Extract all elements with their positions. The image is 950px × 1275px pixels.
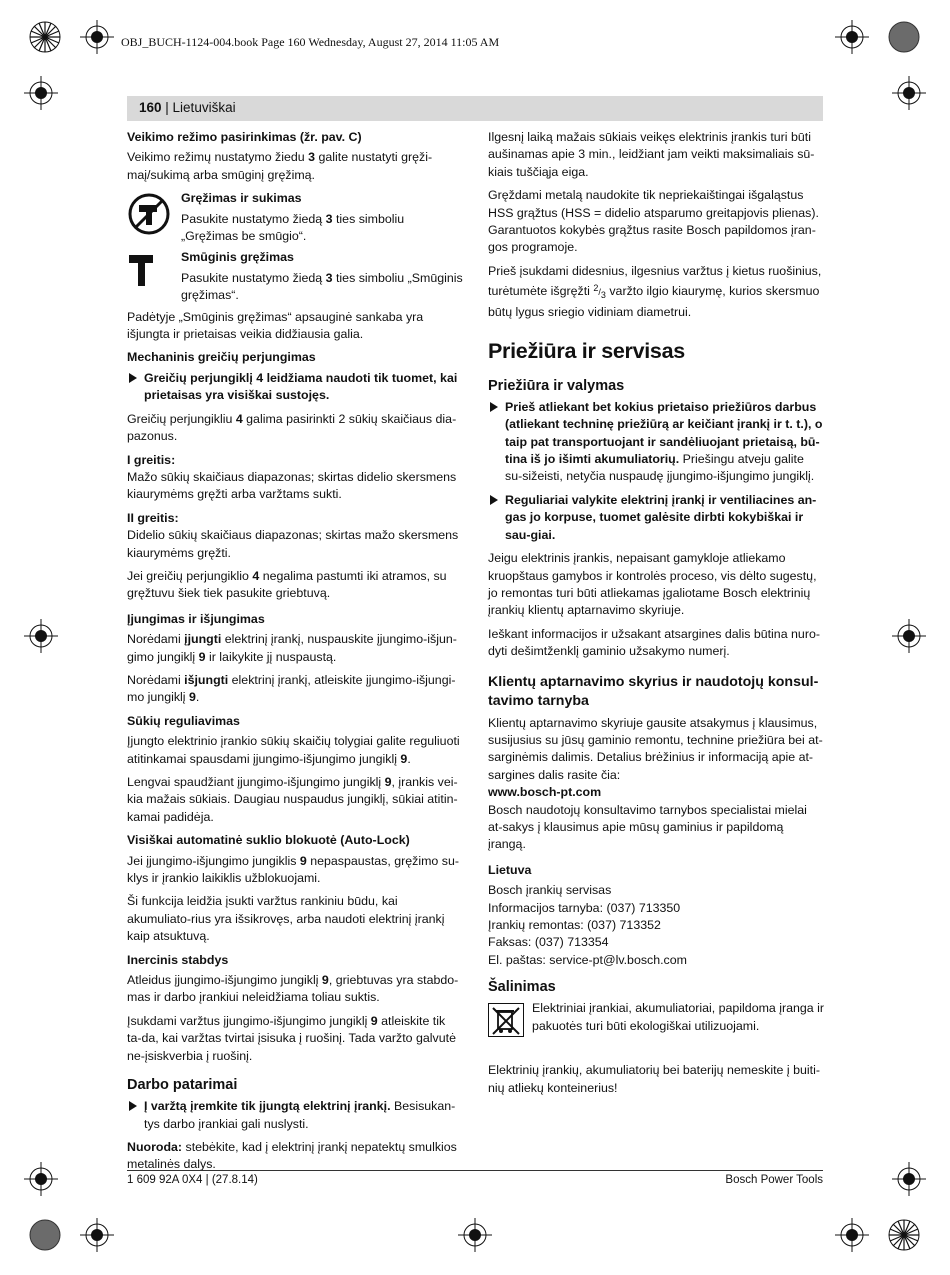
address-line: Faksas: (037) 713354	[488, 935, 609, 950]
country-heading: Lietuva	[488, 862, 532, 877]
heading-maintenance-cleaning: Priežiūra ir valymas	[488, 377, 625, 394]
paragraph: Padėtyje „Smūginis gręžimas“ apsauginė sankaba yra išjungta ir prietaisas veikia didžiausia galia.	[127, 309, 424, 342]
gear-1-title: I greitis:	[127, 452, 176, 467]
registration-mark-icon	[24, 76, 58, 110]
drill-no-impact-icon	[127, 192, 171, 241]
starburst-mark-icon	[28, 20, 62, 54]
paragraph: Jei įjungimo-išjungimo jungiklis 9 nepaspaustas, gręžimo su-klys ir įrankio laikiklis užblokuojami.	[127, 853, 459, 886]
registration-mark-icon	[835, 20, 869, 54]
footer-brand: Bosch Power Tools	[725, 1174, 823, 1186]
heading-customer-service: Klientų aptarnavimo skyrius ir naudotojų konsul-tavimo tarnyba	[488, 673, 819, 709]
mode-impact	[127, 249, 463, 304]
starburst-mark-icon	[887, 1218, 921, 1252]
paragraph: Ši funkcija leidžia įsukti varžtus rankiniu būdu, kai akumuliato-rius yra išsikrovęs, arba naudoti elektrinį įrankį kaip atsuktuvą.	[127, 894, 445, 944]
heading-maintenance-service: Priežiūra ir servisas	[488, 338, 685, 363]
paragraph: Jeigu elektrinis įrankis, nepaisant gamykloje atliekamo kruopštaus gamybos ir kontrolės proceso, vis dėlto sugestų, jo remontas turi būti atliekamas įgaliotame Bosch elektrinių įrankių klientų aptarnavimo skyriuje.	[488, 551, 817, 618]
registration-mark-icon	[80, 1218, 114, 1252]
registration-mark-icon	[24, 1162, 58, 1196]
gear-2-title: II greitis:	[127, 510, 179, 525]
paragraph: Prieš įsukdami didesnius, ilgesnius varžtus į kietus ruošinius, turėtumėte išgręžti $^2/_3$ varžto ilgio kiaurymę, kurios skersmuo būtų lygus sriegio vidiniam diametrui.	[488, 263, 822, 320]
page-number: 160	[139, 100, 162, 115]
note-paragraph: Nuoroda: stebėkite, kad į elektrinį įrankį nepatektų smulkios metalinės dalys.	[127, 1139, 457, 1172]
heading-brake: Inercinis stabdys	[127, 952, 229, 967]
crossed-bin-icon	[488, 1003, 524, 1042]
paragraph: Norėdami įjungti elektrinį įrankį, nuspauskite įjungimo-išjun-gimo jungiklį 9 ir laikykite jį nuspaustą.	[127, 632, 457, 664]
paragraph: Elektrinių įrankių, akumuliatorių bei baterijų nemeskite į buiti-nių atliekų konteinerius!	[488, 1063, 820, 1095]
registration-mark-icon	[24, 619, 58, 653]
warning-bullet: Reguliariai valykite elektrinį įrankį ir ventiliacines an-gas jo korpuse, tuomet galėsite dirbti kokybiškai ir sau-giai.	[488, 492, 824, 544]
file-slug: OBJ_BUCH-1124-004.book Page 160 Wednesday, August 27, 2014 11:05 AM	[121, 35, 500, 49]
registration-mark-icon	[892, 619, 926, 653]
gray-dot-mark-icon	[887, 20, 921, 54]
paragraph: Ieškant informacijos ir užsakant atsargines dalis būtina nuro-dyti dešimtženklį gaminio užsakymo numerį.	[488, 626, 820, 659]
heading-auto-lock: Visiškai automatinė suklio blokuotė (Auto-Lock)	[127, 833, 410, 848]
paragraph: Gręždami metalą naudokite tik nepriekaištingai išgaląstus HSS grąžtus (HSS = didelio atsparumo greitapjovis plienas). Garantuotos kokybės grąžtus rasite Bosch papildomos įran-gos programoje.	[488, 188, 819, 255]
warning-bullet: Greičių perjungiklį 4 leidžiama naudoti tik tuomet, kai prietaisas yra visiškai sustojęs.	[127, 370, 463, 405]
heading-work-tips: Darbo patarimai	[127, 1077, 238, 1094]
website-link[interactable]: www.bosch-pt.com	[488, 785, 602, 800]
page-header	[127, 96, 823, 121]
paragraph: Bosch naudotojų konsultavimo tarnybos specialistai mielai at-sakys į klausimus apie mūsų gaminius ir papildomą įrangą.	[488, 802, 807, 852]
address-line: Įrankių remontas: (037) 713352	[488, 918, 661, 933]
heading-speed-control: Sūkių reguliavimas	[127, 713, 240, 728]
disposal-text: Elektriniai įrankiai, akumuliatoriai, papildoma įranga ir pakuotės turi būti ekologiškai utilizuojami.	[532, 1001, 825, 1033]
language-label: Lietuviškai	[172, 100, 236, 115]
gear-2-text: Didelio sūkių skaičiaus diapazonas; skirtas mažo skersmens kiaurymėms gręžti.	[127, 528, 459, 560]
address-line: Informacijos tarnyba: (037) 713350	[488, 900, 681, 915]
disposal-notice	[488, 1000, 824, 1040]
hammer-icon	[127, 253, 157, 294]
page-number-language: 160 | Lietuviškai	[139, 100, 236, 115]
mode-impact-text: Pasukite nustatymo žiedą 3 ties simboliu „Smūginis gręžimas“.	[181, 270, 463, 303]
mode-drilling	[127, 190, 463, 245]
heading-on-off: Įjungimas ir išjungimas	[127, 611, 265, 626]
email-line: El. paštas: service-pt@lv.bosch.com	[488, 952, 687, 967]
mode-drilling-title: Gręžimas ir sukimas	[181, 191, 302, 206]
paragraph: Greičių perjungikliu 4 galima pasirinkti 2 sūkių skaičiaus dia-pazonus.	[127, 411, 457, 444]
warning-bullet: Prieš atliekant bet kokius prietaiso priežiūros darbus (atliekant techninę priežiūrą ar keičiant įrankį ir t. t.), o taip pat transportuojant ir sandėliuojant prietaisą, bū-tina iš jo išimti akumuliatorių. Priešingu atveju galite su-sižeisti, netyčia nuspaudę įjungimo-išjungimo jungiklį.	[488, 399, 824, 486]
registration-mark-icon	[458, 1218, 492, 1252]
registration-mark-icon	[80, 20, 114, 54]
registration-mark-icon	[835, 1218, 869, 1252]
paragraph: Įsukdami varžtus įjungimo-išjungimo jungiklį 9 atleiskite tik ta-da, kai varžtas tvirtai įsisuka į ruošinį. Tada varžto galvutė ne-įsiskverbia į ruošinį.	[127, 1013, 456, 1063]
registration-mark-icon	[892, 76, 926, 110]
gray-dot-mark-icon	[28, 1218, 62, 1252]
heading-mode-selection: Veikimo režimo pasirinkimas (žr. pav. C)	[127, 130, 362, 144]
right-column	[488, 129, 824, 1103]
address-line: Bosch įrankių servisas	[488, 883, 612, 898]
warning-bullet: Į varžtą įremkite tik įjungtą elektrinį įrankį. Besisukan-tys darbo įrankiai gali nuslysti.	[127, 1098, 463, 1133]
mode-drilling-text: Pasukite nustatymo žiedą 3 ties simboliu „Gręžimas be smūgio“.	[181, 211, 405, 244]
paragraph: Norėdami išjungti elektrinį įrankį, atleiskite įjungimo-išjungi-mo jungiklį 9.	[127, 672, 456, 705]
fraction: $^2/_3$	[593, 283, 606, 301]
heading-disposal: Šalinimas	[488, 979, 556, 996]
footer-divider	[127, 1170, 823, 1171]
heading-gear-switch: Mechaninis greičių perjungimas	[127, 350, 316, 365]
paragraph: Veikimo režimų nustatymo žiedu 3 galite nustatyti gręži-maį/sukimą arba smūginį gręžimą.	[127, 150, 433, 182]
paragraph: Ilgesnį laiką mažais sūkiais veikęs elektrinis įrankis turi būti aušinamas apie 3 min., leidžiant jam veikti maksimaliais sū-kiais tuščiąja eiga.	[488, 130, 815, 179]
left-column	[127, 129, 463, 1180]
paragraph: Klientų aptarnavimo skyriuje gausite atsakymus į klausimus, susijusius su jūsų gaminio remontu, technine priežiūra bei at-sarginėmis dalimis. Detalius brėžinius ir informaciją apie at-sargines dalis rasite čia:	[488, 715, 823, 782]
paragraph: Įjungto elektrinio įrankio sūkių skaičių tolygiai galite reguliuoti atitinkamai spausdami įjungimo-išjungimo jungiklį 9.	[127, 734, 460, 766]
paragraph: Lengvai spaudžiant įjungimo-išjungimo jungiklį 9, įrankis vei-kia mažais sūkiais. Daugiau nuspaudus jungiklį, sūkiai atitin-kamai padidėja.	[127, 775, 458, 824]
paragraph: Jei greičių perjungiklio 4 negalima pastumti iki atramos, su gręžtuvu šiek tiek pasukite griebtuvą.	[127, 568, 447, 601]
registration-mark-icon	[892, 1162, 926, 1196]
mode-impact-title: Smūginis gręžimas	[181, 250, 294, 265]
gear-1-text: Mažo sūkių skaičiaus diapazonas; skirtas didelio skersmens kiaurymėms gręžti arba varžtams sukti.	[127, 469, 457, 502]
paragraph: Atleidus įjungimo-išjungimo jungiklį 9, griebtuvas yra stabdo-mas ir darbo įrankiui neleidžiama toliau suktis.	[127, 973, 459, 1005]
footer-doc-number: 1 609 92A 0X4 | (27.8.14)	[127, 1174, 258, 1186]
